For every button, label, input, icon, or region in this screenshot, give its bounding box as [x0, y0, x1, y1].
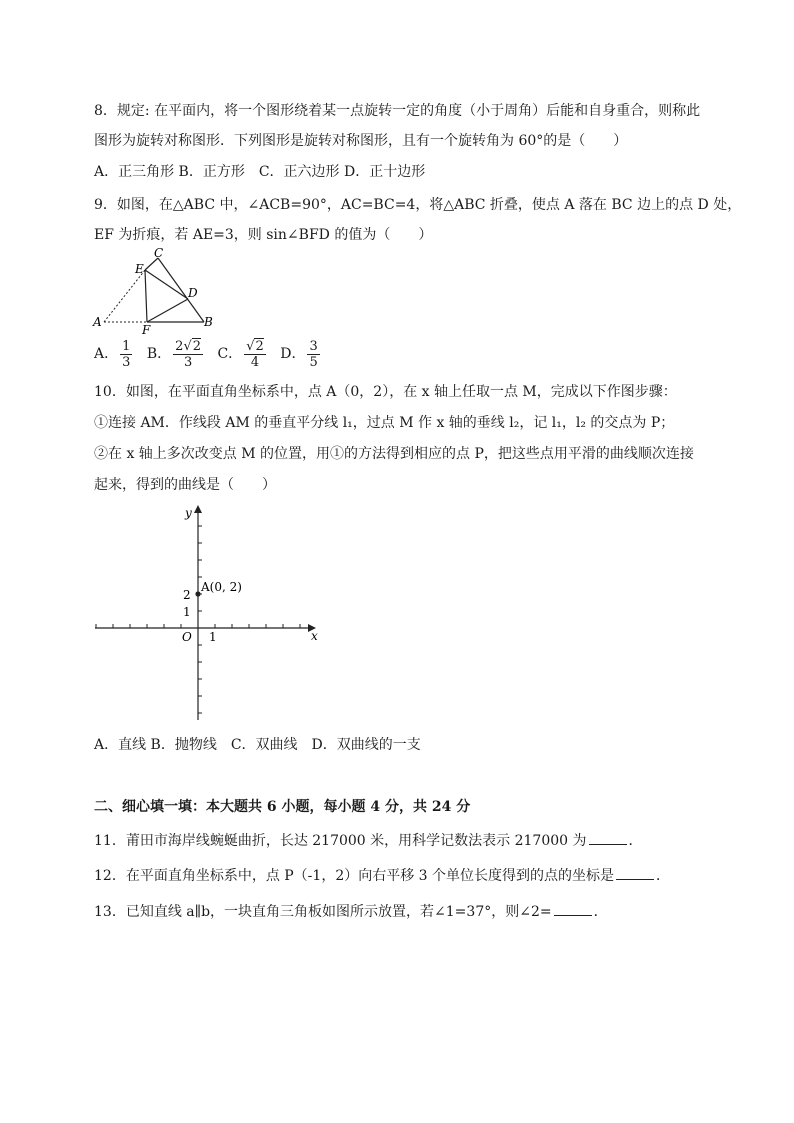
- q12: 12．在平面直角坐标系中，点 P（-1，2）向右平移 3 个单位长度得到的点的坐标是 ．: [94, 865, 670, 886]
- q10-options: A．直线 B．抛物线 C．双曲线 D．双曲线的一支: [94, 737, 421, 753]
- q9-option-c: C． $\frac{√2}{4}$: [217, 338, 264, 370]
- fold-line-ae: [104, 270, 145, 322]
- label-f: F: [142, 323, 151, 336]
- q10-line1: 10．如图，在平面直角坐标系中，点 A（0，2），在 x 轴上任取一点 M，完成以下作图步骤：: [94, 384, 677, 400]
- q9-option-b: B． $\frac{2√2}{3}$: [146, 338, 202, 370]
- q10-line3: ②在 x 轴上多次改变点 M 的位置，用①的方法得到相应的点 P，把这些点用平滑的曲线顺次连接: [94, 446, 694, 462]
- q11-text: 11．莆田市海岸线蜿蜒曲折，长达 217000 米，用科学记数法表示 217000 为: [94, 833, 587, 849]
- point-a: [195, 591, 200, 596]
- q9-option-a: A． $\frac{1}{3}$: [94, 338, 131, 370]
- y-tick-label-1: 1: [183, 605, 191, 619]
- q9-line1: 9．如图，在△ABC 中，∠ACB=90°，AC=BC=4，将△ABC 折叠，使点 A 落在 BC 边上的点 D 处，: [94, 197, 742, 213]
- q13-text: 13．已知直线 a∥b，一块直角三角板如图所示放置，若∠1=37°，则∠2=: [94, 904, 552, 920]
- y-axis-label: y: [185, 506, 192, 520]
- q12-text: 12．在平面直角坐标系中，点 P（-1，2）向右平移 3 个单位长度得到的点的坐标是: [94, 868, 615, 884]
- crease-ef: [145, 270, 147, 322]
- q9-options: [94, 338, 330, 370]
- segment-fd: [147, 299, 188, 322]
- label-c: C: [154, 248, 164, 260]
- label-a: A: [93, 315, 102, 329]
- q9-option-d: D． $\frac{3}{5}$: [280, 338, 318, 370]
- q11-answer-blank[interactable]: [589, 830, 627, 845]
- x-axis-label: x: [311, 629, 318, 643]
- q10-line4: 起来，得到的曲线是（ ）: [94, 477, 276, 493]
- q8-options: A．正三角形 B．正方形 C．正六边形 D．正十边形: [94, 164, 426, 180]
- label-e: E: [135, 262, 144, 276]
- label-d: D: [188, 286, 198, 300]
- y-tick-label-2: 2: [183, 588, 191, 602]
- q11: 11．莆田市海岸线蜿蜒曲折，长达 217000 米，用科学记数法表示 217000 为 ．: [94, 830, 643, 851]
- q13-answer-blank[interactable]: [554, 901, 592, 916]
- point-a-label: A(0, 2): [201, 580, 242, 594]
- y-ticks: [198, 526, 202, 713]
- q8-line1: 8．规定: 在平面内，将一个图形绕着某一点旋转一定的角度（小于周角）后能和自身重合，则称此: [94, 103, 701, 119]
- q12-answer-blank[interactable]: [616, 865, 654, 880]
- q10-line2: ①连接 AM．作线段 AM 的垂直平分线 l₁，过点 M 作 x 轴的垂线 l₂，记 l₁，l₂ 的交点为 P；: [94, 415, 675, 431]
- q9-triangle-figure: [92, 248, 222, 336]
- q9-line2: EF 为折痕，若 AE=3，则 sin∠BFD 的值为（ ）: [94, 227, 433, 243]
- label-b: B: [204, 315, 213, 329]
- segment-ed: [145, 270, 188, 299]
- section2-title: 二、细心填一填：本大题共 6 小题，每小题 4 分，共 24 分: [94, 799, 471, 815]
- y-axis-arrow: [194, 505, 202, 513]
- q10-coordinate-graph: [92, 502, 324, 724]
- q13: 13．已知直线 a∥b，一块直角三角板如图所示放置，若∠1=37°，则∠2= ．: [94, 901, 608, 922]
- origin-label: O: [182, 630, 192, 644]
- x-tick-label-1: 1: [209, 630, 217, 644]
- q8-line2: 图形为旋转对称图形．下列图形是旋转对称图形，且有一个旋转角为 60°的是（ ）: [94, 133, 628, 149]
